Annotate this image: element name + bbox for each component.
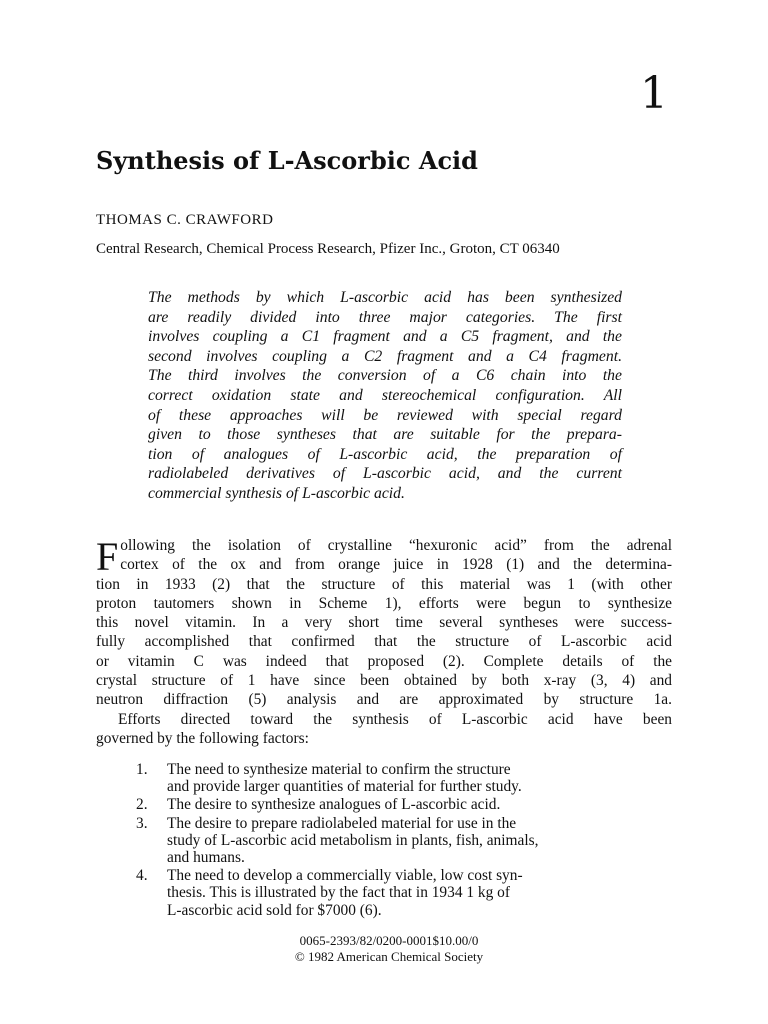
factors-list bbox=[136, 761, 636, 920]
body-line: fully accomplished that confirmed that the structure of L-ascorbic acid bbox=[96, 633, 672, 651]
list-item-line: L-ascorbic acid sold for $7000 (6). bbox=[167, 901, 382, 919]
list-item-number: 2. bbox=[136, 796, 148, 814]
publication-code: 0065-2393/82/0200-0001$10.00/0 bbox=[299, 933, 479, 948]
author-affiliation: Central Research, Chemical Process Research, Pfizer Inc., Groton, CT 06340 bbox=[96, 241, 560, 257]
list-item-line: The need to synthesize material to confirm the structure bbox=[167, 761, 511, 778]
list-item-number: 4. bbox=[136, 867, 148, 885]
body-line: crystal structure of 1 have since been obtained by both x-ray (3, 4) and bbox=[96, 672, 672, 690]
list-item-line: study of L-ascorbic acid metabolism in plants, fish, animals, bbox=[167, 831, 539, 849]
abstract-line: second involves coupling a C2 fragment and a C4 fragment. bbox=[148, 347, 622, 365]
abstract bbox=[148, 288, 622, 504]
abstract-line: correct oxidation state and stereochemical configuration. All bbox=[148, 386, 622, 404]
drop-cap: F bbox=[96, 534, 119, 579]
list-item-line: and humans. bbox=[167, 849, 245, 867]
abstract-line: given to those syntheses that are suitable for the prepara- bbox=[148, 426, 622, 444]
abstract-line: are readily divided into three major categories. The first bbox=[148, 308, 622, 326]
body-line: this novel vitamin. In a very short time several syntheses were success- bbox=[96, 614, 672, 632]
author-name: THOMAS C. CRAWFORD bbox=[96, 212, 274, 228]
abstract-line: involves coupling a C1 fragment and a C5 fragment, and the bbox=[148, 328, 622, 346]
copyright-notice: © 1982 American Chemical Society bbox=[294, 949, 484, 964]
abstract-line: The third involves the conversion of a C6 chain into the bbox=[148, 367, 622, 385]
body-line: governed by the following factors: bbox=[96, 729, 309, 747]
page-title: Synthesis of L-Ascorbic Acid bbox=[96, 146, 478, 175]
list-item-line: and provide larger quantities of material for further study. bbox=[167, 778, 522, 796]
list-item-line: The desire to synthesize analogues of L-ascorbic acid. bbox=[167, 796, 501, 814]
abstract-line: radiolabeled derivatives of L-ascorbic acid, and the current bbox=[148, 465, 622, 483]
list-item bbox=[136, 815, 636, 867]
body-line: or vitamin C was indeed that proposed (2). Complete details of the bbox=[96, 652, 672, 670]
body-line: proton tautomers shown in Scheme 1), efforts were begun to synthesize bbox=[96, 594, 672, 612]
chapter-number: 1 bbox=[640, 68, 668, 119]
list-item-line: The desire to prepare radiolabeled material for use in the bbox=[167, 814, 517, 832]
body-text bbox=[96, 536, 672, 748]
list-item bbox=[136, 867, 636, 919]
list-item-number: 1. bbox=[136, 761, 148, 778]
list-item-line: The need to develop a commercially viable, low cost syn- bbox=[167, 867, 523, 885]
body-line: tion in 1933 (2) that the structure of this material was 1 (with other bbox=[96, 575, 672, 593]
abstract-line: tion of analogues of L-ascorbic acid, the preparation of bbox=[148, 445, 622, 463]
page-footer bbox=[0, 933, 768, 965]
body-line: cortex of the ox and from orange juice in 1928 (1) and the determina- bbox=[120, 556, 672, 574]
abstract-line: of these approaches will be reviewed with special regard bbox=[148, 406, 622, 424]
body-line: ollowing the isolation of crystalline “hexuronic acid” from the adrenal bbox=[120, 537, 672, 554]
abstract-line: commercial synthesis of L-ascorbic acid. bbox=[148, 484, 405, 502]
list-item bbox=[136, 796, 636, 813]
list-item bbox=[136, 761, 636, 795]
list-item-number: 3. bbox=[136, 814, 148, 832]
body-line: Efforts directed toward the synthesis of L-ascorbic acid have been bbox=[118, 710, 672, 728]
body-line: neutron diffraction (5) analysis and are approximated by structure 1a. bbox=[96, 691, 672, 709]
abstract-line: The methods by which L-ascorbic acid has been synthesized bbox=[148, 289, 622, 306]
list-item-line: thesis. This is illustrated by the fact that in 1934 1 kg of bbox=[167, 884, 510, 902]
